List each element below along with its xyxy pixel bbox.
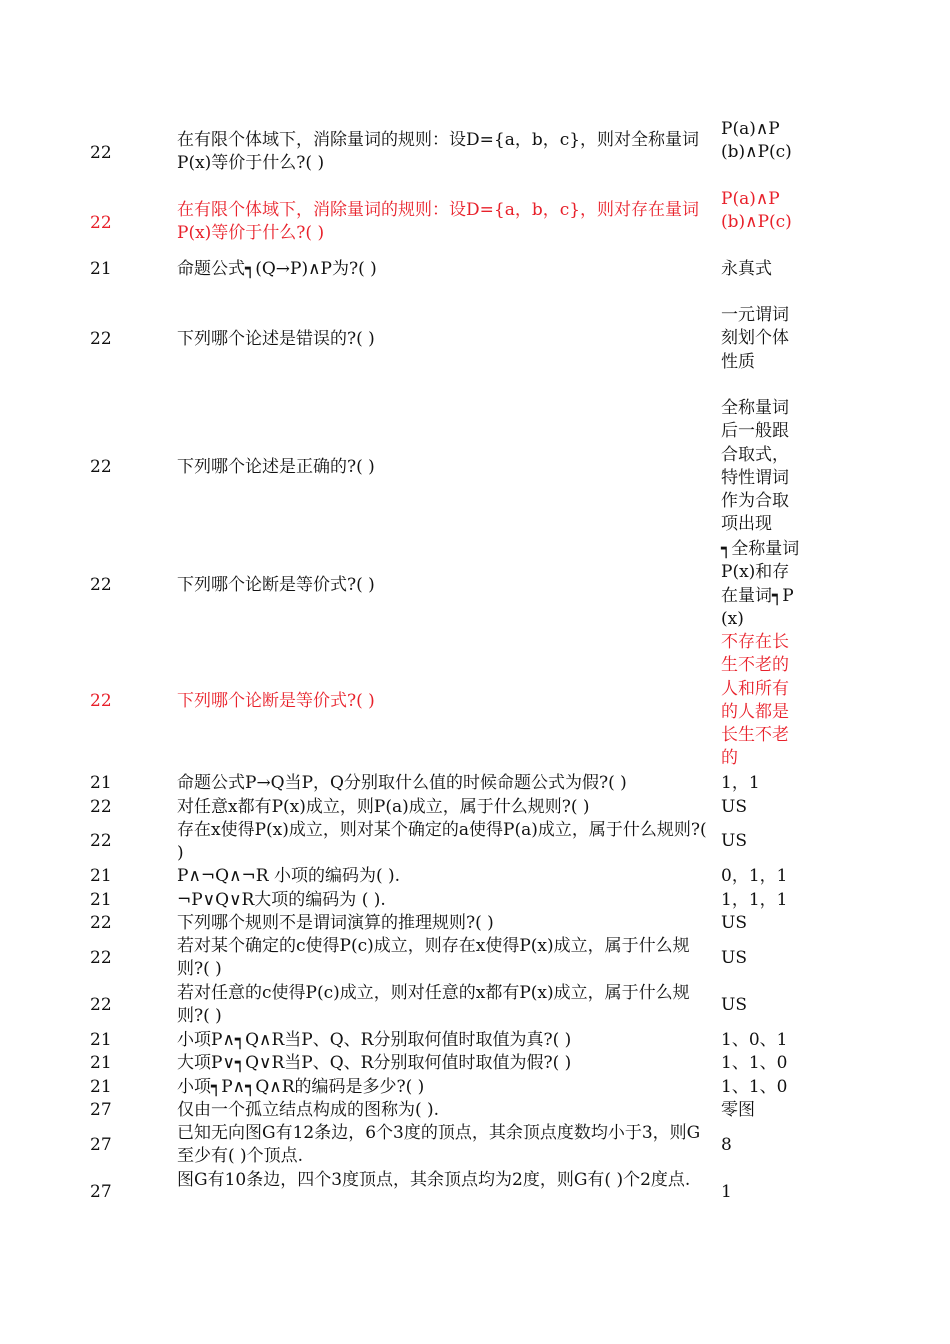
answer-text: US [721, 797, 747, 817]
answer-text: US [721, 995, 747, 1015]
question-text: 在有限个体域下，消除量词的规则：设D={a，b，c}，则对存在量词P(x)等价于什么?( ) [177, 200, 700, 244]
chapter-number: 22 [90, 213, 112, 233]
answer-text: ┑全称量词P(x)和存在量词┑P(x) [721, 539, 800, 629]
question-text: 仅由一个孤立结点构成的图称为( ). [177, 1100, 440, 1120]
chapter-number: 22 [90, 457, 112, 477]
question-text: 已知无向图G有12条边，6个3度的顶点，其余顶点度数均小于3，则G至少有( )个顶点. [177, 1123, 701, 1167]
question-text: 下列哪个规则不是谓词演算的推理规则?( ) [177, 913, 494, 933]
chapter-number: 22 [90, 948, 112, 968]
chapter-number: 21 [90, 1077, 112, 1097]
question-text: 小项┑P∧┑Q∧R的编码是多少?( ) [177, 1077, 425, 1097]
chapter-number: 22 [90, 831, 112, 851]
chapter-number: 22 [90, 329, 112, 349]
question-text: 小项P∧┑Q∧R当P、Q、R分别取何值时取值为真?( ) [177, 1030, 572, 1050]
chapter-number: 27 [90, 1100, 112, 1120]
question-text: ¬P∨Q∨R大项的编码为 ( ). [177, 890, 386, 910]
question-text: 下列哪个论述是正确的?( ) [177, 457, 375, 477]
question-text: 图G有10条边，四个3度顶点，其余顶点均为2度，则G有( )个2度点. [177, 1170, 691, 1190]
chapter-number: 22 [90, 691, 112, 711]
question-text: 命题公式P→Q当P，Q分别取什么值的时候命题公式为假?( ) [177, 773, 627, 793]
answer-text: 0，1，1 [721, 866, 788, 886]
answer-text: US [721, 913, 747, 933]
answer-text: US [721, 948, 747, 968]
answer-text: 永真式 [721, 259, 772, 279]
chapter-number: 22 [90, 797, 112, 817]
question-text: 大项P∨┑Q∨R当P、Q、R分别取何值时取值为假?( ) [177, 1053, 572, 1073]
question-text: 对任意x都有P(x)成立，则P(a)成立，属于什么规则?( ) [177, 797, 590, 817]
chapter-number: 21 [90, 1030, 112, 1050]
question-text: 在有限个体域下，消除量词的规则：设D={a，b，c}，则对全称量词P(x)等价于什么?( ) [177, 130, 700, 174]
question-text: 若对某个确定的c使得P(c)成立，则存在x使得P(x)成立，属于什么规则?( ) [177, 936, 690, 980]
chapter-number: 21 [90, 866, 112, 886]
chapter-number: 21 [90, 259, 112, 279]
answer-text: 1，1，1 [721, 890, 788, 910]
question-text: 命题公式┑(Q→P)∧P为?( ) [177, 259, 377, 279]
answer-text: 零图 [721, 1100, 755, 1120]
question-text: 下列哪个论断是等价式?( ) [177, 575, 375, 595]
chapter-number: 21 [90, 1053, 112, 1073]
answer-text: 一元谓词刻划个体性质 [721, 305, 789, 372]
answer-text: 8 [721, 1135, 732, 1155]
question-text: 下列哪个论断是等价式?( ) [177, 691, 375, 711]
answer-text: 1、1、0 [721, 1077, 788, 1097]
answer-text: 1，1 [721, 773, 760, 793]
answer-text: 1、0、1 [721, 1030, 788, 1050]
chapter-number: 22 [90, 913, 112, 933]
chapter-number: 27 [90, 1182, 112, 1202]
answer-text: P(a)∧P(b)∧P(c) [721, 119, 792, 163]
answer-text: US [721, 831, 747, 851]
answer-text: 1 [721, 1182, 732, 1202]
answer-text: 1、1、0 [721, 1053, 788, 1073]
chapter-number: 21 [90, 773, 112, 793]
question-text: 若对任意的c使得P(c)成立，则对任意的x都有P(x)成立，属于什么规则?( ) [177, 983, 690, 1027]
answer-text: 不存在长生不老的人和所有的人都是长生不老的 [721, 632, 789, 769]
question-text: P∧¬Q∧¬R 小项的编码为( ). [177, 866, 401, 886]
question-text: 存在x使得P(x)成立，则对某个确定的a使得P(a)成立，属于什么规则?( ) [177, 820, 707, 864]
answer-text: P(a)∧P(b)∧P(c) [721, 189, 792, 233]
chapter-number: 27 [90, 1135, 112, 1155]
chapter-number: 22 [90, 143, 112, 163]
chapter-number: 22 [90, 995, 112, 1015]
chapter-number: 21 [90, 890, 112, 910]
chapter-number: 22 [90, 575, 112, 595]
question-text: 下列哪个论述是错误的?( ) [177, 329, 375, 349]
answer-text: 全称量词后一般跟合取式，特性谓词作为合取项出现 [721, 398, 789, 535]
